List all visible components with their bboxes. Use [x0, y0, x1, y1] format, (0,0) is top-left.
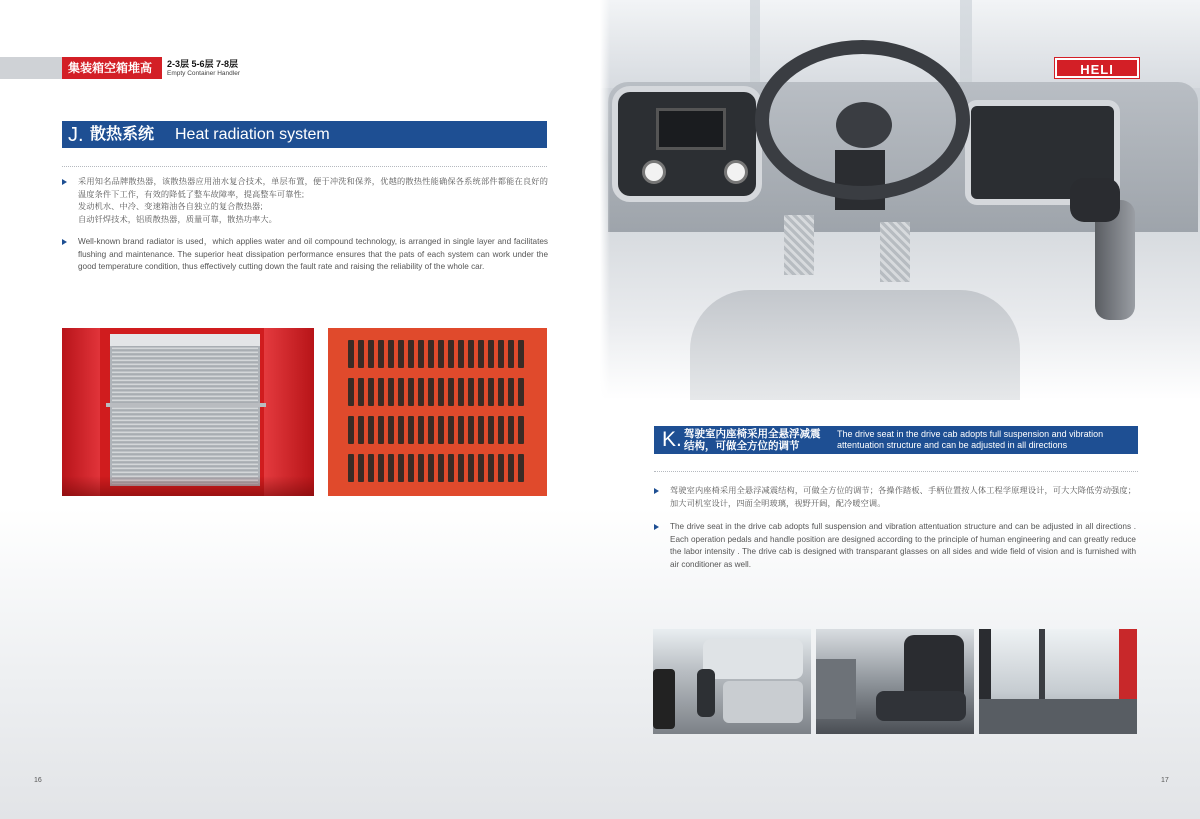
bullet-icon [654, 488, 659, 494]
divider [654, 471, 1138, 472]
header-gray-band [0, 57, 62, 79]
page-number-right: 17 [1161, 777, 1169, 784]
section-k-en-title: The drive seat in the drive cab adopts full suspension and vibration attentuation structure and can be adjusted in all directions [837, 429, 1104, 450]
section-j-cn-title: 散热系统 [90, 126, 155, 143]
section-j-en-paragraph: Well-known brand radiator is used，which applies water and oil compound technology, is arranged in single layer and facilitates flushing and maintenance. The superior heat dissipation performance ensures that the pats of each system can work under the good temperature condition, thus effectively cutting down the fault rate and raising the reliability of the whole car. [78, 237, 548, 272]
page-number-left: 16 [34, 777, 42, 784]
heli-logo: HELI [1055, 58, 1139, 78]
bullet-icon [62, 179, 67, 185]
cab-glass-photo [979, 629, 1137, 734]
section-j-cn-line3: 自动钎焊技术，铝质散热器，质量可靠，散热功率大。 [78, 214, 277, 224]
section-j-title-bar [62, 121, 547, 148]
header-subtitle [167, 59, 240, 78]
cab-seat-photo [816, 629, 974, 734]
section-j-cn-paragraph [78, 176, 548, 226]
header-title: 集装箱空箱堆高机 [62, 57, 162, 79]
radiator-grille-photo [328, 328, 547, 496]
section-k-en-paragraph: The drive seat in the drive cab adopts full suspension and vibration attentuation structure and can be adjusted in all directions . Each operation pedals and handle position are designed according to the principle of human engineering and can greatly reduce the labor intensity . The drive cab is designed with transparant glasses on all sides and wide field of vision and is furnished with air conditioner as well. [670, 522, 1136, 569]
header-en-title: Empty Container Handler [167, 70, 240, 77]
section-j-en-title: Heat radiation system [175, 126, 330, 143]
section-k-cn-paragraph: 驾驶室内座椅采用全悬浮减震结构，可做全方位的调节；各操作踏板、手柄位置按人体工程学原理设计，可大大降低劳动强度；加大司机室设计，四面全明玻璃，视野开阔，配冷暖空调。 [670, 486, 1136, 508]
bullet-icon [654, 524, 659, 530]
radiator-photo [62, 328, 314, 496]
section-j-cn-line2: 发动机水、中冷、变速箱油各自独立的复合散热器; [78, 202, 263, 212]
section-k-letter: K. [662, 428, 682, 451]
cab-joystick-photo [653, 629, 811, 734]
divider [62, 166, 547, 167]
section-k-cn-title: 驾驶室内座椅采用全悬浮减震 结构，可做全方位的调节 [684, 428, 821, 452]
bullet-icon [62, 239, 67, 245]
section-j-letter: J. [68, 124, 84, 146]
header-levels: 2-3层 5-6层 7-8层 [167, 59, 239, 69]
section-j-cn-line1: 采用知名品牌散热器，该散热器应用油水复合技术，单层布置，便于冲洗和保养，优越的散热性能确保各系统部件都能在良好的温度条件下工作，有效的降低了整车故障率，提高整车可靠性; [78, 177, 548, 199]
section-k-title-bar [654, 426, 1138, 454]
